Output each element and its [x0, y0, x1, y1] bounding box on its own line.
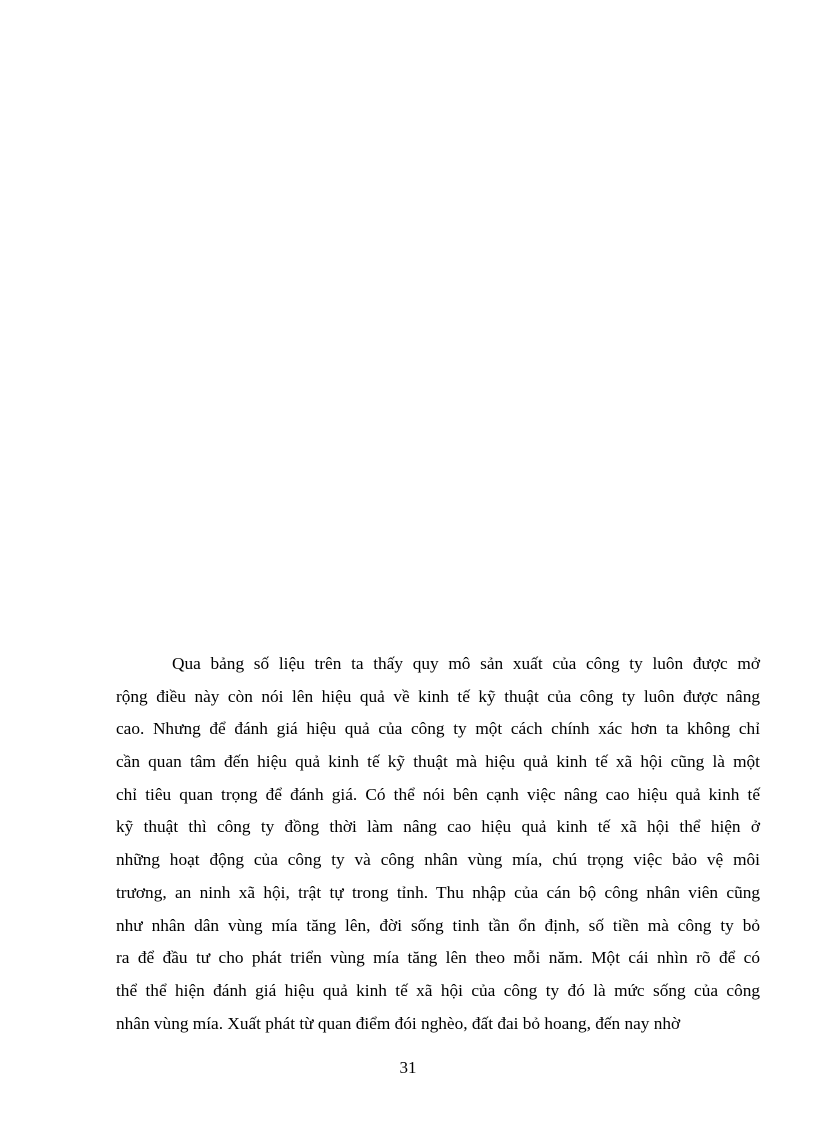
paragraph-line-11: thể thể hiện đánh giá hiệu quả kinh tế xã hội của công ty đó là mức sống của công [116, 980, 760, 1000]
paragraph-line-4: cần quan tâm đến hiệu quả kinh tế kỹ thuật mà hiệu quả kinh tế xã hội cũng là một [116, 752, 760, 772]
paragraph-line-12: nhân vùng mía. Xuất phát từ quan điểm đói nghèo, đất đai bỏ hoang, đến nay nhờ [116, 1013, 681, 1033]
paragraph-line-1: Qua bảng số liệu trên ta thấy quy mô sản xuất của công ty luôn được mở [172, 654, 760, 673]
paragraph-line-3: cao. Nhưng để đánh giá hiệu quả của công ty một cách chính xác hơn ta không chỉ [116, 719, 760, 739]
paragraph-line-9: như nhân dân vùng mía tăng lên, đời sống tinh tần ổn định, số tiền mà công ty bỏ [116, 915, 760, 935]
paragraph-line-8: trương, an ninh xã hội, trật tự trong tỉnh. Thu nhập của cán bộ công nhân viên cũng [116, 882, 760, 902]
paragraph-line-2: rộng điều này còn nói lên hiệu quả về kinh tế kỹ thuật của công ty luôn được nâng [116, 686, 760, 706]
page-number: 31 [399, 1058, 417, 1077]
paragraph-line-5: chỉ tiêu quan trọng để đánh giá. Có thể nói bên cạnh việc nâng cao hiệu quả kinh tế [116, 784, 760, 804]
paragraph-line-10: ra để đầu tư cho phát triển vùng mía tăng lên theo mỗi năm. Một cái nhìn rõ để có [116, 948, 760, 968]
paragraph-line-6: kỹ thuật thì công ty đồng thời làm nâng cao hiệu quả kinh tế xã hội thể hiện ở [116, 817, 760, 837]
paragraph-line-7: những hoạt động của công ty và công nhân vùng mía, chú trọng việc bảo vệ môi [116, 850, 760, 870]
body-paragraph [116, 648, 760, 1040]
